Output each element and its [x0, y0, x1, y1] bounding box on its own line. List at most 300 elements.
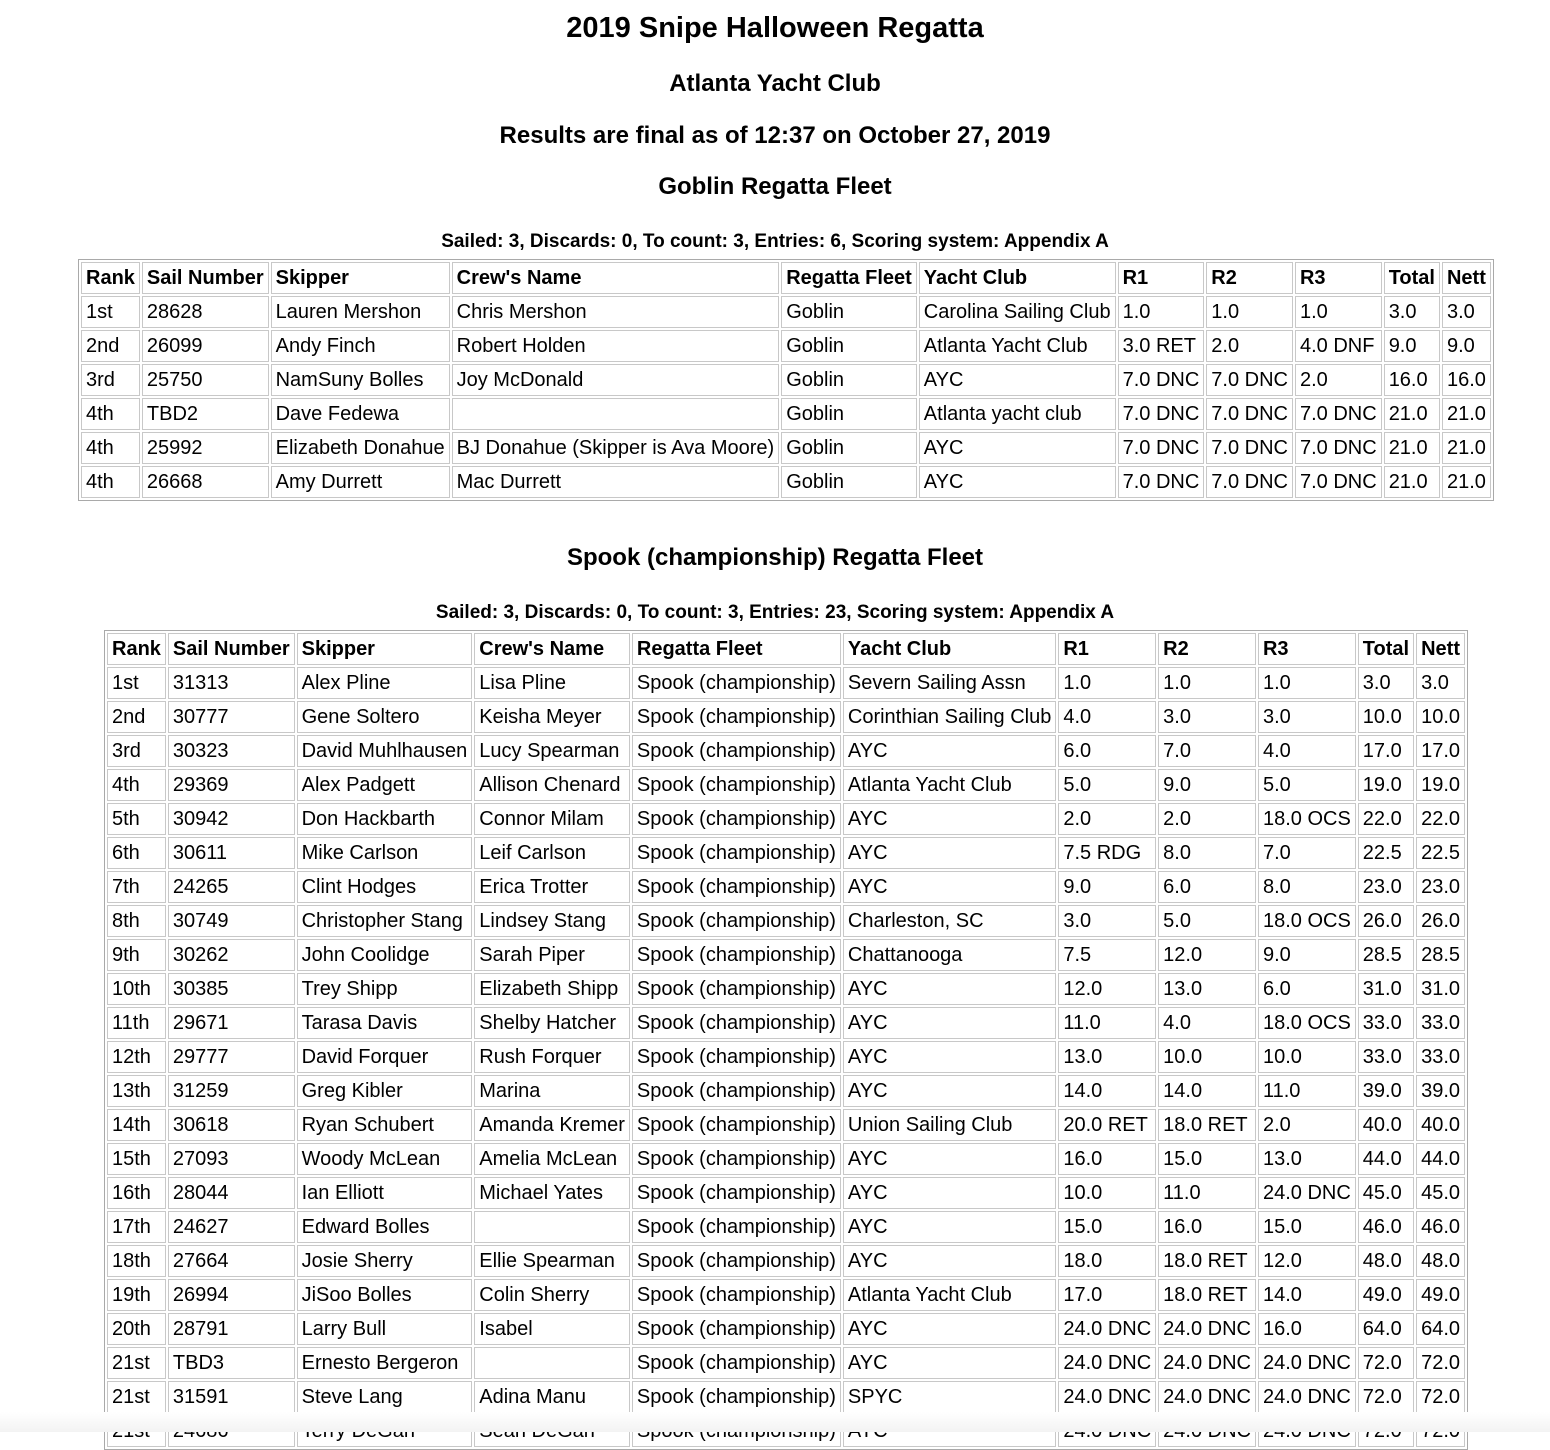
- cell-sail-number: 30749: [168, 905, 295, 937]
- cell-r3: 5.0: [1258, 769, 1356, 801]
- cell-sail-number: 24627: [168, 1211, 295, 1243]
- cell-r1: 7.0 DNC: [1118, 398, 1205, 430]
- cell-skipper: Gene Soltero: [297, 701, 473, 733]
- cell-regatta-fleet: Spook (championship): [632, 1109, 841, 1141]
- header-rank: Rank: [107, 633, 166, 665]
- cell-r2: 13.0: [1158, 973, 1256, 1005]
- cell-r2: 1.0: [1158, 667, 1256, 699]
- table-row: [107, 1109, 1465, 1141]
- cell-rank: 21st: [107, 1381, 166, 1413]
- table-row: [107, 1211, 1465, 1243]
- cell-r1: 7.0 DNC: [1118, 432, 1205, 464]
- cell-sail-number: TBD3: [168, 1347, 295, 1379]
- cell-rank: 5th: [107, 803, 166, 835]
- table-row: [107, 905, 1465, 937]
- table-row: [107, 871, 1465, 903]
- cell-total: 3.0: [1358, 667, 1414, 699]
- cell-crew-name: [474, 1347, 630, 1379]
- cell-r3: 7.0: [1258, 837, 1356, 869]
- cell-r2: 9.0: [1158, 769, 1256, 801]
- cell-r1: 7.0 DNC: [1118, 466, 1205, 498]
- cell-skipper: Alex Pline: [297, 667, 473, 699]
- cell-nett: 33.0: [1416, 1007, 1465, 1039]
- cell-regatta-fleet: Spook (championship): [632, 667, 841, 699]
- cell-nett: 9.0: [1442, 330, 1491, 362]
- cell-r2: 7.0 DNC: [1206, 432, 1293, 464]
- cell-r2: 5.0: [1158, 905, 1256, 937]
- cell-rank: 14th: [107, 1109, 166, 1141]
- cell-total: 49.0: [1358, 1279, 1414, 1311]
- cell-nett: 44.0: [1416, 1143, 1465, 1175]
- cell-crew-name: Elizabeth Shipp: [474, 973, 630, 1005]
- cell-yacht-club: AYC: [919, 432, 1116, 464]
- cell-nett: 21.0: [1442, 398, 1491, 430]
- cell-sail-number: 28044: [168, 1177, 295, 1209]
- cell-sail-number: 29671: [168, 1007, 295, 1039]
- cell-r3: 16.0: [1258, 1313, 1356, 1345]
- cell-total: 3.0: [1384, 296, 1440, 328]
- cell-regatta-fleet: Spook (championship): [632, 803, 841, 835]
- header-yacht-club: Yacht Club: [843, 633, 1056, 665]
- cell-total: 21.0: [1384, 432, 1440, 464]
- cell-nett: 72.0: [1416, 1347, 1465, 1379]
- cell-r2: 2.0: [1206, 330, 1293, 362]
- cell-crew-name: Colin Sherry: [474, 1279, 630, 1311]
- cell-yacht-club: Atlanta Yacht Club: [843, 769, 1056, 801]
- spook-table-body: [107, 667, 1465, 1447]
- cell-r2: 24.0 DNC: [1158, 1347, 1256, 1379]
- cell-rank: 10th: [107, 973, 166, 1005]
- cell-r3: 1.0: [1258, 667, 1356, 699]
- cell-skipper: NamSuny Bolles: [271, 364, 450, 396]
- goblin-results-table: [78, 259, 1494, 501]
- header-crew-name: Crew's Name: [452, 262, 780, 294]
- cell-nett: 48.0: [1416, 1245, 1465, 1277]
- cell-rank: 21st: [107, 1347, 166, 1379]
- cell-r3: 18.0 OCS: [1258, 1007, 1356, 1039]
- table-row: [81, 398, 1491, 430]
- cell-nett: 26.0: [1416, 905, 1465, 937]
- cell-nett: 28.5: [1416, 939, 1465, 971]
- cell-crew-name: Chris Mershon: [452, 296, 780, 328]
- cell-r2: 7.0 DNC: [1206, 466, 1293, 498]
- cell-yacht-club: AYC: [843, 1347, 1056, 1379]
- table-row: [107, 667, 1465, 699]
- table-row: [107, 1041, 1465, 1073]
- table-row: [107, 803, 1465, 835]
- cell-r1: 1.0: [1058, 667, 1156, 699]
- cell-skipper: Larry Bull: [297, 1313, 473, 1345]
- header-sail-number: Sail Number: [168, 633, 295, 665]
- table-row: [81, 466, 1491, 498]
- cell-nett: 22.0: [1416, 803, 1465, 835]
- cell-sail-number: 25992: [142, 432, 269, 464]
- cell-yacht-club: AYC: [919, 364, 1116, 396]
- table-row: [107, 1245, 1465, 1277]
- cell-sail-number: 28791: [168, 1313, 295, 1345]
- header-rank: Rank: [81, 262, 140, 294]
- cell-r3: 24.0 DNC: [1258, 1177, 1356, 1209]
- cell-r2: 12.0: [1158, 939, 1256, 971]
- table-row: [107, 769, 1465, 801]
- header-r1: R1: [1118, 262, 1205, 294]
- table-row: [107, 1381, 1465, 1413]
- cell-total: 33.0: [1358, 1041, 1414, 1073]
- cell-crew-name: Robert Holden: [452, 330, 780, 362]
- table-row: [107, 1143, 1465, 1175]
- cell-yacht-club: SPYC: [843, 1381, 1056, 1413]
- cell-r3: 3.0: [1258, 701, 1356, 733]
- header-skipper: Skipper: [271, 262, 450, 294]
- cell-sail-number: 29777: [168, 1041, 295, 1073]
- table-row: [81, 296, 1491, 328]
- spook-results-table: [104, 630, 1468, 1450]
- cell-nett: 16.0: [1442, 364, 1491, 396]
- cell-regatta-fleet: Goblin: [781, 432, 917, 464]
- cell-sail-number: 27664: [168, 1245, 295, 1277]
- cell-r2: 24.0 DNC: [1158, 1313, 1256, 1345]
- cell-nett: 33.0: [1416, 1041, 1465, 1073]
- cell-yacht-club: Chattanooga: [843, 939, 1056, 971]
- cell-r3: 12.0: [1258, 1245, 1356, 1277]
- header-r2: R2: [1158, 633, 1256, 665]
- cell-rank: 8th: [107, 905, 166, 937]
- cell-r2: 15.0: [1158, 1143, 1256, 1175]
- cell-regatta-fleet: Spook (championship): [632, 837, 841, 869]
- cell-rank: 15th: [107, 1143, 166, 1175]
- cell-nett: 17.0: [1416, 735, 1465, 767]
- cell-r3: 4.0 DNF: [1295, 330, 1382, 362]
- cell-r2: 18.0 RET: [1158, 1245, 1256, 1277]
- header-r1: R1: [1058, 633, 1156, 665]
- cell-r3: 1.0: [1295, 296, 1382, 328]
- table-row: [107, 1007, 1465, 1039]
- cell-regatta-fleet: Spook (championship): [632, 769, 841, 801]
- cell-r1: 3.0 RET: [1118, 330, 1205, 362]
- cell-skipper: Trey Shipp: [297, 973, 473, 1005]
- cell-regatta-fleet: Spook (championship): [632, 905, 841, 937]
- cell-r2: 3.0: [1158, 701, 1256, 733]
- cell-crew-name: Lucy Spearman: [474, 735, 630, 767]
- cell-nett: 23.0: [1416, 871, 1465, 903]
- cell-r3: 8.0: [1258, 871, 1356, 903]
- cell-yacht-club: AYC: [843, 973, 1056, 1005]
- cell-rank: 3rd: [107, 735, 166, 767]
- cell-sail-number: 30618: [168, 1109, 295, 1141]
- cell-yacht-club: Atlanta yacht club: [919, 398, 1116, 430]
- cell-total: 17.0: [1358, 735, 1414, 767]
- cell-r1: 17.0: [1058, 1279, 1156, 1311]
- header-r3: R3: [1295, 262, 1382, 294]
- cell-r2: 10.0: [1158, 1041, 1256, 1073]
- cell-r2: 8.0: [1158, 837, 1256, 869]
- cell-regatta-fleet: Spook (championship): [632, 1177, 841, 1209]
- table-row: [107, 973, 1465, 1005]
- cell-yacht-club: Union Sailing Club: [843, 1109, 1056, 1141]
- cell-skipper: Ernesto Bergeron: [297, 1347, 473, 1379]
- cell-total: 40.0: [1358, 1109, 1414, 1141]
- header-skipper: Skipper: [297, 633, 473, 665]
- cell-sail-number: 31259: [168, 1075, 295, 1107]
- cell-regatta-fleet: Spook (championship): [632, 1041, 841, 1073]
- cell-yacht-club: AYC: [843, 1143, 1056, 1175]
- cell-rank: 20th: [107, 1313, 166, 1345]
- cell-yacht-club: Carolina Sailing Club: [919, 296, 1116, 328]
- cell-sail-number: 31591: [168, 1381, 295, 1413]
- cell-yacht-club: AYC: [843, 1177, 1056, 1209]
- header-sail-number: Sail Number: [142, 262, 269, 294]
- cell-skipper: Ian Elliott: [297, 1177, 473, 1209]
- cell-crew-name: Marina: [474, 1075, 630, 1107]
- cell-r3: 24.0 DNC: [1258, 1381, 1356, 1413]
- cell-r1: 7.5: [1058, 939, 1156, 971]
- cell-sail-number: 31313: [168, 667, 295, 699]
- cell-crew-name: Rush Forquer: [474, 1041, 630, 1073]
- cell-rank: 4th: [81, 398, 140, 430]
- cell-total: 9.0: [1384, 330, 1440, 362]
- cell-yacht-club: Severn Sailing Assn: [843, 667, 1056, 699]
- header-total: Total: [1358, 633, 1414, 665]
- cell-regatta-fleet: Spook (championship): [632, 1313, 841, 1345]
- results-status: Results are final as of 12:37 on October 27, 2019: [499, 122, 1051, 149]
- cell-yacht-club: AYC: [843, 735, 1056, 767]
- cell-total: 26.0: [1358, 905, 1414, 937]
- cell-r2: 1.0: [1206, 296, 1293, 328]
- cell-crew-name: Shelby Hatcher: [474, 1007, 630, 1039]
- cell-r1: 11.0: [1058, 1007, 1156, 1039]
- cell-r1: 7.5 RDG: [1058, 837, 1156, 869]
- cell-rank: 18th: [107, 1245, 166, 1277]
- cell-r1: 6.0: [1058, 735, 1156, 767]
- cell-r2: 18.0 RET: [1158, 1109, 1256, 1141]
- cell-regatta-fleet: Spook (championship): [632, 1007, 841, 1039]
- cell-sail-number: 26668: [142, 466, 269, 498]
- cell-r3: 6.0: [1258, 973, 1356, 1005]
- cell-crew-name: Adina Manu: [474, 1381, 630, 1413]
- cell-total: 46.0: [1358, 1211, 1414, 1243]
- cell-r2: 16.0: [1158, 1211, 1256, 1243]
- cell-total: 22.5: [1358, 837, 1414, 869]
- cell-sail-number: 26099: [142, 330, 269, 362]
- cell-nett: 49.0: [1416, 1279, 1465, 1311]
- cell-crew-name: Lisa Pline: [474, 667, 630, 699]
- cell-total: 23.0: [1358, 871, 1414, 903]
- cell-r1: 12.0: [1058, 973, 1156, 1005]
- cell-rank: 9th: [107, 939, 166, 971]
- table-row: [107, 701, 1465, 733]
- cell-yacht-club: Atlanta Yacht Club: [919, 330, 1116, 362]
- spook-fleet-heading: Spook (championship) Regatta Fleet: [566, 544, 984, 571]
- spook-header-row: [107, 633, 1465, 665]
- cell-total: 72.0: [1358, 1381, 1414, 1413]
- cell-skipper: Edward Bolles: [297, 1211, 473, 1243]
- cell-rank: 11th: [107, 1007, 166, 1039]
- cell-regatta-fleet: Spook (championship): [632, 1245, 841, 1277]
- cell-regatta-fleet: Goblin: [781, 296, 917, 328]
- cell-crew-name: [474, 1211, 630, 1243]
- cell-r3: 2.0: [1258, 1109, 1356, 1141]
- cell-rank: 1st: [107, 667, 166, 699]
- cell-regatta-fleet: Spook (championship): [632, 1279, 841, 1311]
- cell-nett: 39.0: [1416, 1075, 1465, 1107]
- cell-yacht-club: AYC: [843, 871, 1056, 903]
- cell-total: 44.0: [1358, 1143, 1414, 1175]
- cell-r1: 24.0 DNC: [1058, 1313, 1156, 1345]
- cell-rank: 2nd: [81, 330, 140, 362]
- cell-sail-number: 27093: [168, 1143, 295, 1175]
- cell-skipper: Andy Finch: [271, 330, 450, 362]
- cell-regatta-fleet: Spook (championship): [632, 1381, 841, 1413]
- cell-nett: 64.0: [1416, 1313, 1465, 1345]
- cell-skipper: Ryan Schubert: [297, 1109, 473, 1141]
- cell-regatta-fleet: Goblin: [781, 330, 917, 362]
- cell-total: 19.0: [1358, 769, 1414, 801]
- cell-crew-name: Keisha Meyer: [474, 701, 630, 733]
- table-row: [81, 432, 1491, 464]
- cell-yacht-club: AYC: [843, 1041, 1056, 1073]
- cell-regatta-fleet: Spook (championship): [632, 1211, 841, 1243]
- header-nett: Nett: [1442, 262, 1491, 294]
- cell-rank: 13th: [107, 1075, 166, 1107]
- cell-rank: 4th: [81, 466, 140, 498]
- cell-regatta-fleet: Spook (championship): [632, 871, 841, 903]
- cell-total: 33.0: [1358, 1007, 1414, 1039]
- cell-sail-number: 30262: [168, 939, 295, 971]
- cell-r2: 6.0: [1158, 871, 1256, 903]
- cell-rank: 12th: [107, 1041, 166, 1073]
- cell-skipper: Mike Carlson: [297, 837, 473, 869]
- cell-rank: 1st: [81, 296, 140, 328]
- cell-nett: 3.0: [1416, 667, 1465, 699]
- cell-sail-number: 30942: [168, 803, 295, 835]
- cell-crew-name: Isabel: [474, 1313, 630, 1345]
- cell-rank: 6th: [107, 837, 166, 869]
- cell-r3: 18.0 OCS: [1258, 803, 1356, 835]
- cell-yacht-club: AYC: [843, 1007, 1056, 1039]
- cell-total: 16.0: [1384, 364, 1440, 396]
- cell-regatta-fleet: Goblin: [781, 466, 917, 498]
- cell-sail-number: 30777: [168, 701, 295, 733]
- cell-r1: 24.0 DNC: [1058, 1381, 1156, 1413]
- cell-r3: 7.0 DNC: [1295, 432, 1382, 464]
- cell-regatta-fleet: Goblin: [781, 364, 917, 396]
- cell-skipper: Alex Padgett: [297, 769, 473, 801]
- cell-sail-number: 29369: [168, 769, 295, 801]
- cell-r1: 10.0: [1058, 1177, 1156, 1209]
- goblin-fleet-heading: Goblin Regatta Fleet: [658, 173, 892, 200]
- cell-r3: 11.0: [1258, 1075, 1356, 1107]
- cell-sail-number: 24265: [168, 871, 295, 903]
- cell-skipper: David Muhlhausen: [297, 735, 473, 767]
- cell-rank: 19th: [107, 1279, 166, 1311]
- cell-r2: 7.0 DNC: [1206, 364, 1293, 396]
- cell-nett: 21.0: [1442, 432, 1491, 464]
- goblin-sailed-summary: Sailed: 3, Discards: 0, To count: 3, Entries: 6, Scoring system: Appendix A: [441, 231, 1109, 252]
- cell-total: 22.0: [1358, 803, 1414, 835]
- cell-nett: 31.0: [1416, 973, 1465, 1005]
- cell-rank: 16th: [107, 1177, 166, 1209]
- cell-total: 28.5: [1358, 939, 1414, 971]
- cell-skipper: John Coolidge: [297, 939, 473, 971]
- cell-yacht-club: Atlanta Yacht Club: [843, 1279, 1056, 1311]
- cell-regatta-fleet: Spook (championship): [632, 973, 841, 1005]
- cell-r3: 13.0: [1258, 1143, 1356, 1175]
- cell-regatta-fleet: Spook (championship): [632, 701, 841, 733]
- goblin-table-body: [81, 296, 1491, 498]
- cell-nett: 21.0: [1442, 466, 1491, 498]
- header-r3: R3: [1258, 633, 1356, 665]
- cell-r2: 7.0: [1158, 735, 1256, 767]
- cell-yacht-club: AYC: [843, 837, 1056, 869]
- cell-r3: 7.0 DNC: [1295, 466, 1382, 498]
- cell-r3: 9.0: [1258, 939, 1356, 971]
- club-name: Atlanta Yacht Club: [669, 70, 881, 97]
- cell-yacht-club: AYC: [843, 1245, 1056, 1277]
- header-crew-name: Crew's Name: [474, 633, 630, 665]
- table-row: [107, 1347, 1465, 1379]
- cell-r1: 4.0: [1058, 701, 1156, 733]
- cell-rank: 17th: [107, 1211, 166, 1243]
- header-yacht-club: Yacht Club: [919, 262, 1116, 294]
- page-title: 2019 Snipe Halloween Regatta: [566, 12, 984, 44]
- cell-nett: 45.0: [1416, 1177, 1465, 1209]
- cell-total: 39.0: [1358, 1075, 1414, 1107]
- header-r2: R2: [1206, 262, 1293, 294]
- cell-crew-name: Amelia McLean: [474, 1143, 630, 1175]
- cell-crew-name: Michael Yates: [474, 1177, 630, 1209]
- cell-r1: 18.0: [1058, 1245, 1156, 1277]
- cell-r2: 24.0 DNC: [1158, 1381, 1256, 1413]
- cell-sail-number: 25750: [142, 364, 269, 396]
- cell-sail-number: 28628: [142, 296, 269, 328]
- cell-r2: 7.0 DNC: [1206, 398, 1293, 430]
- cell-yacht-club: AYC: [843, 1075, 1056, 1107]
- cell-total: 45.0: [1358, 1177, 1414, 1209]
- cell-yacht-club: Corinthian Sailing Club: [843, 701, 1056, 733]
- cell-r1: 20.0 RET: [1058, 1109, 1156, 1141]
- header-regatta-fleet: Regatta Fleet: [781, 262, 917, 294]
- cell-rank: 4th: [107, 769, 166, 801]
- cell-r1: 14.0: [1058, 1075, 1156, 1107]
- cell-regatta-fleet: Spook (championship): [632, 1143, 841, 1175]
- cell-crew-name: BJ Donahue (Skipper is Ava Moore): [452, 432, 780, 464]
- cell-r3: 18.0 OCS: [1258, 905, 1356, 937]
- cell-total: 21.0: [1384, 398, 1440, 430]
- cell-r1: 2.0: [1058, 803, 1156, 835]
- cell-r3: 2.0: [1295, 364, 1382, 396]
- cell-r3: 10.0: [1258, 1041, 1356, 1073]
- header-nett: Nett: [1416, 633, 1465, 665]
- cell-crew-name: Erica Trotter: [474, 871, 630, 903]
- table-row: [81, 364, 1491, 396]
- spook-sailed-summary: Sailed: 3, Discards: 0, To count: 3, Entries: 23, Scoring system: Appendix A: [435, 602, 1115, 623]
- cell-sail-number: TBD2: [142, 398, 269, 430]
- cell-nett: 3.0: [1442, 296, 1491, 328]
- table-row: [107, 735, 1465, 767]
- cell-r1: 5.0: [1058, 769, 1156, 801]
- cell-sail-number: 26994: [168, 1279, 295, 1311]
- cell-crew-name: [452, 398, 780, 430]
- cell-crew-name: Lindsey Stang: [474, 905, 630, 937]
- cell-skipper: Clint Hodges: [297, 871, 473, 903]
- cell-yacht-club: AYC: [843, 803, 1056, 835]
- table-row: [107, 1279, 1465, 1311]
- cell-sail-number: 30385: [168, 973, 295, 1005]
- cell-nett: 10.0: [1416, 701, 1465, 733]
- cell-crew-name: Allison Chenard: [474, 769, 630, 801]
- cell-r2: 2.0: [1158, 803, 1256, 835]
- table-row: [107, 837, 1465, 869]
